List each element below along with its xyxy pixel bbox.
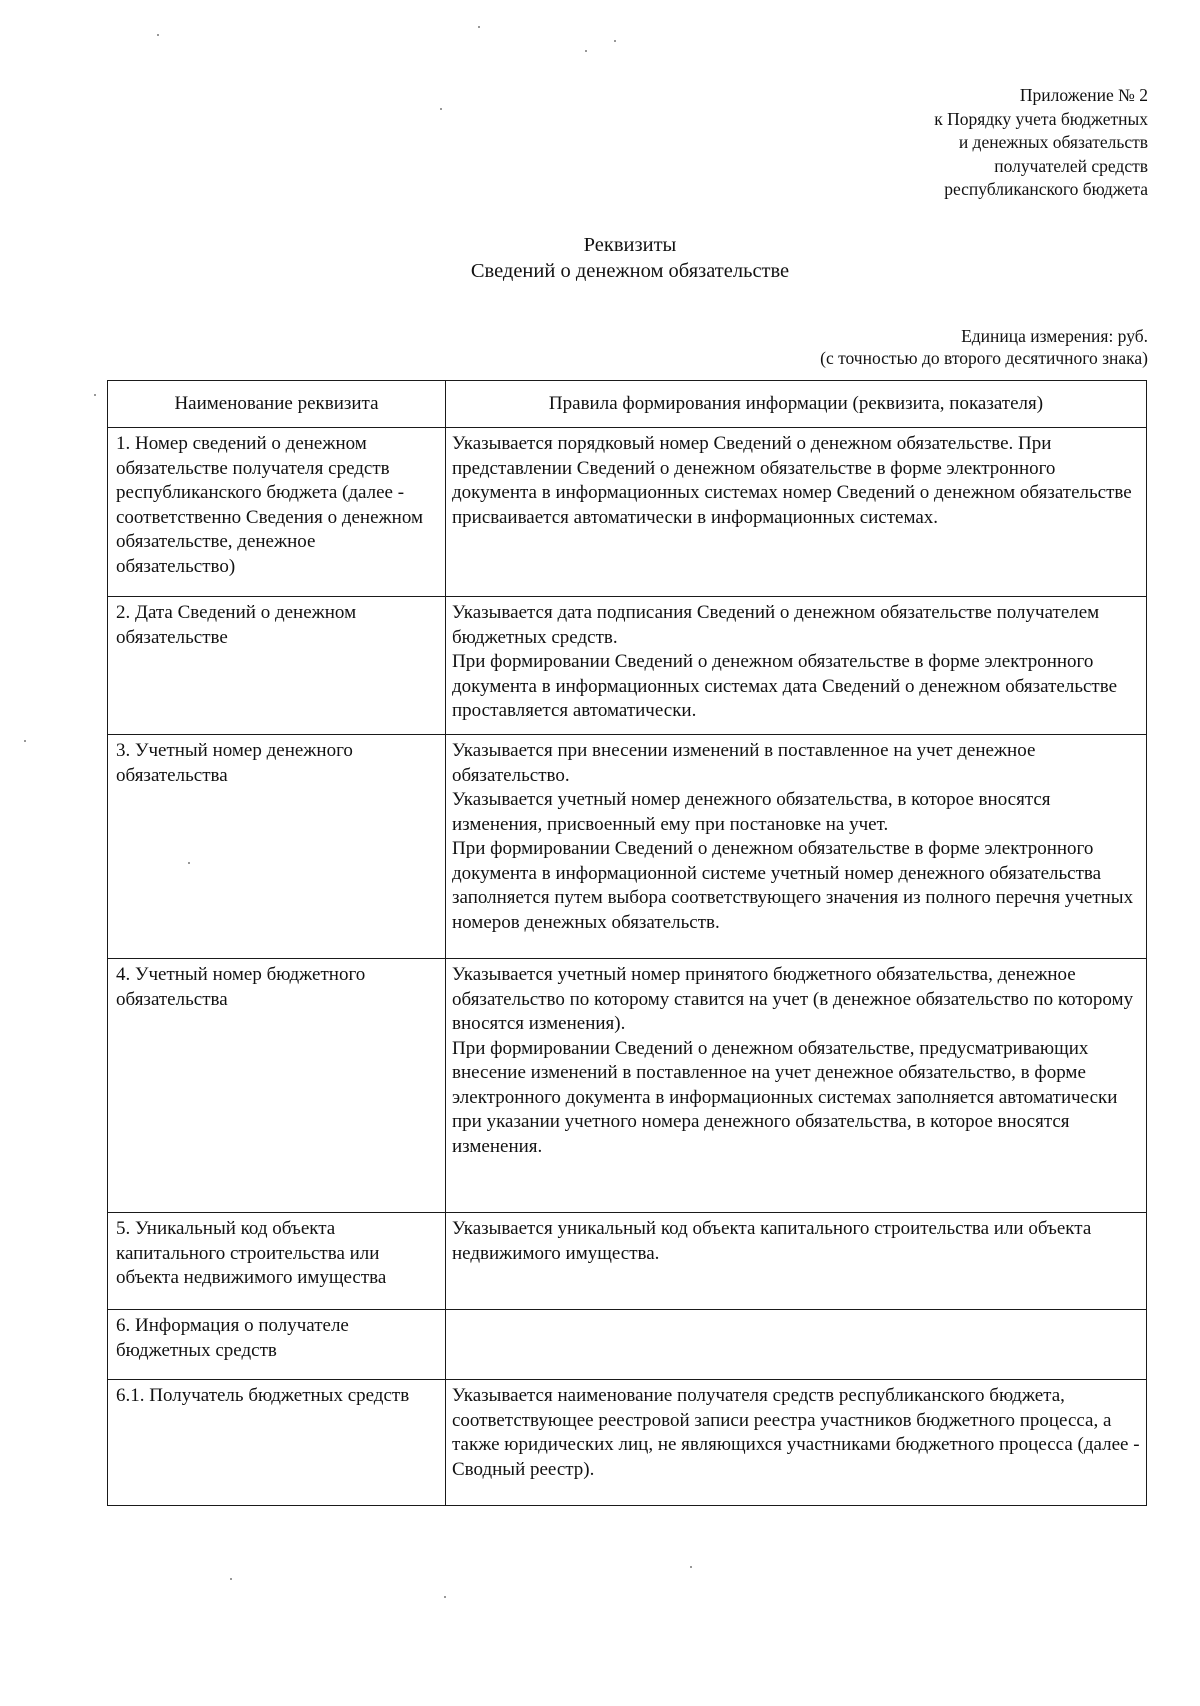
requisite-rule-cell: Указывается наименование получателя средств республиканского бюджета, соответствующее реестровой записи реестра участников бюджетного процесса, а также юридических лиц, не являющихся участниками бюджетного процесса (далее - Сводный реестр).: [446, 1380, 1147, 1506]
scan-speck: [188, 862, 190, 864]
requisite-rule-cell: Указывается учетный номер принятого бюджетного обязательства, денежное обязательство по которому ставится на учет (в денежное обязательство по которому вносятся изменения). При формировании Сведений о денежном обязательстве, предусматривающих внесение изменений в поставленное на учет денежное обязательство, в форме электронного документа в информационных системах заполняется автоматически при указании учетного номера денежного обязательства, в которое вносятся изменения.: [446, 959, 1147, 1213]
requisite-name-cell: 1. Номер сведений о денежном обязательстве получателя средств республиканского бюджета (далее - соответственно Сведения о денежном обязательстве, денежное обязательство): [108, 428, 446, 597]
title-line-1: Реквизиты: [583, 234, 677, 256]
appendix-line: получателей средств: [994, 155, 1148, 176]
requisite-rule-cell: Указывается при внесении изменений в поставленное на учет денежное обязательство. Указывается учетный номер денежного обязательства, в которое вносятся изменения, присвоенный ему при постановке на учет. При формировании Сведений о денежном обязательстве в форме электронного документа в информационной системе учетный номер денежного обязательства заполняется путем выбора соответствующего значения из полного перечня учетных номеров денежных обязательств.: [446, 735, 1147, 959]
table-row: [108, 1380, 1147, 1506]
requisites-table: [107, 380, 1147, 1506]
scan-speck: [444, 1596, 446, 1598]
units-note: [820, 325, 1148, 369]
document-title: [0, 232, 1200, 284]
requisite-rule-cell: [446, 1310, 1147, 1380]
requisite-name-cell: 2. Дата Сведений о денежном обязательстве: [108, 597, 446, 735]
table-row: [108, 735, 1147, 959]
appendix-line: республиканского бюджета: [944, 179, 1148, 199]
title-line-2: Сведений о денежном обязательстве: [470, 260, 790, 282]
appendix-block: [934, 84, 1148, 202]
requisite-rule-cell: Указывается порядковый номер Сведений о денежном обязательстве. При представлении Сведений о денежном обязательстве в форме электронного документа в информационных системах номер Сведений о денежном обязательстве присваивается автоматически в информационных системах.: [446, 428, 1147, 597]
table-row: [108, 959, 1147, 1213]
requisite-name-cell: 4. Учетный номер бюджетного обязательства: [108, 959, 446, 1213]
requisite-name-cell: 5. Уникальный код объекта капитального строительства или объекта недвижимого имущества: [108, 1213, 446, 1310]
scan-speck: [157, 34, 159, 36]
table-row: [108, 428, 1147, 597]
table-row: [108, 1310, 1147, 1380]
appendix-line: к Порядку учета бюджетных: [934, 108, 1148, 129]
appendix-line: и денежных обязательств: [958, 132, 1148, 152]
scan-speck: [230, 1578, 232, 1580]
table-row: [108, 597, 1147, 735]
requisite-name-cell: 3. Учетный номер денежного обязательства: [108, 735, 446, 959]
units-line-2: (с точностью до второго десятичного знака): [820, 348, 1148, 368]
header-formation-rules: Правила формирования информации (реквизита, показателя): [446, 381, 1147, 428]
scan-speck: [24, 740, 26, 742]
scan-speck: [614, 40, 616, 42]
table-row: [108, 1213, 1147, 1310]
requisite-name-cell: 6.1. Получатель бюджетных средств: [108, 1380, 446, 1506]
scan-speck: [690, 1566, 692, 1568]
requisite-rule-cell: Указывается дата подписания Сведений о денежном обязательстве получателем бюджетных средств. При формировании Сведений о денежном обязательстве в форме электронного документа в информационных системах дата Сведений о денежном обязательстве проставляется автоматически.: [446, 597, 1147, 735]
appendix-line: Приложение № 2: [1019, 85, 1148, 105]
requisite-name-cell: 6. Информация о получателе бюджетных средств: [108, 1310, 446, 1380]
scan-speck: [94, 394, 96, 396]
header-requisite-name: Наименование реквизита: [108, 381, 446, 428]
requisite-rule-cell: Указывается уникальный код объекта капитального строительства или объекта недвижимого имущества.: [446, 1213, 1147, 1310]
scan-speck: [478, 26, 480, 28]
scan-speck: [585, 50, 587, 52]
table-header-row: [108, 381, 1147, 428]
units-line-1: Единица измерения: руб.: [961, 326, 1148, 346]
scan-speck: [440, 108, 442, 110]
